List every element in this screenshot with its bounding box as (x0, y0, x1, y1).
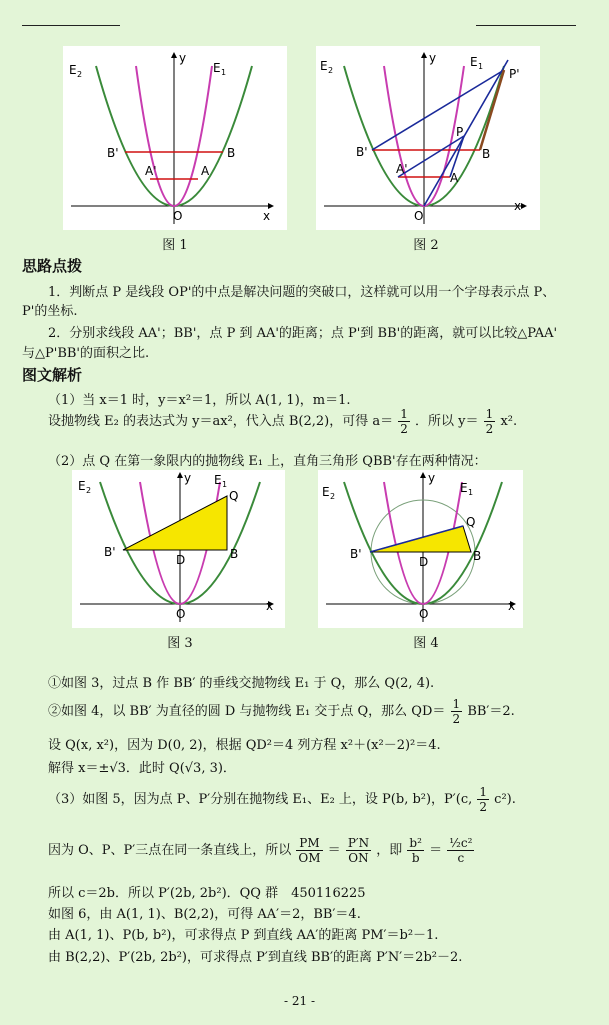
s2-part-c: x². (500, 414, 518, 429)
fig4-o-label: O (419, 607, 429, 621)
text-line-s5 (48, 697, 515, 726)
fig4-d-label: D (419, 555, 429, 569)
fig3-x-label: x (266, 599, 274, 613)
figure-3-caption: 图 3 (167, 636, 193, 651)
text-line-s12: 由 A(1, 1)、P(b, b²)，可求得点 P 到直线 AA′的距离 PM′＝b²－1. (48, 928, 439, 943)
page-number: - 21 - (284, 994, 316, 1008)
header-rule-right (476, 25, 576, 26)
fig2-y-label: y (429, 51, 437, 65)
text-line-s4: ①如图 3，过点 B 作 BB′ 的垂线交抛物线 E₁ 于 Q，那么 Q(2, 4). (48, 676, 435, 691)
s2-part-b: ．所以 y＝ (415, 414, 479, 429)
s9-part-a: 因为 O、P、P′三点在同一条直线上，所以 (48, 843, 292, 858)
fig2-b1-label: B' (356, 145, 368, 159)
fig3-e2-label: E (78, 479, 86, 493)
text-line-t2a: 2．分别求线段 AA'；BB'，点 P 到 AA'的距离；点 P'到 BB'的距离，就可以比较△PAA' (48, 326, 558, 341)
fig4-y-label: y (428, 471, 436, 485)
section-title-thinking: 思路点拨 (22, 257, 83, 275)
fig1-e2-sub: 2 (77, 70, 83, 79)
s5-fraction: $\frac{1}{2}$ (452, 697, 461, 726)
fig1-a1-label: A' (145, 164, 157, 178)
s2-fraction-b: $\frac{1}{2}$ (485, 407, 494, 436)
s8-fraction: $\frac{1}{2}$ (479, 785, 488, 814)
fig3-e1-sub: 1 (222, 480, 228, 489)
fig1-o-label: O (173, 209, 183, 223)
fig3-e2-sub: 2 (86, 486, 92, 495)
figure-1-caption: 图 1 (162, 238, 188, 253)
fig1-y-label: y (179, 51, 187, 65)
s9-equals: ＝ (327, 843, 341, 858)
fig1-e1-sub: 1 (221, 68, 227, 77)
figure-3 (72, 470, 285, 628)
text-line-s7: 解得 x＝±√3．此时 Q(√3, 3)． (48, 761, 236, 776)
s2-fraction-a: $\frac{1}{2}$ (400, 407, 408, 436)
fig3-y-label: y (184, 471, 192, 485)
fig2-a-label: A (450, 171, 459, 185)
fig4-x-label: x (508, 599, 516, 613)
s2-part-a: 设抛物线 E₂ 的表达式为 y＝ax²，代入点 B(2,2)，可得 a＝ (48, 414, 394, 429)
fig1-e1-label: E (213, 61, 221, 75)
fig2-e2-sub: 2 (328, 66, 334, 75)
fig2-a1-label: A' (396, 162, 408, 176)
s9-equals-2: ＝ (429, 843, 443, 858)
text-line-t1b: P'的坐标. (22, 304, 78, 319)
fig3-b1-label: B' (104, 545, 116, 559)
s9-fraction-2: $\frac{P'N}{ON}$ (347, 836, 370, 865)
s9-fraction-3: $\frac{\text{b²}}{b}$ (409, 836, 422, 865)
text-line-t2b: 与△P'BB'的面积之比. (22, 346, 150, 361)
text-line-s9 (48, 836, 475, 865)
text-line-s13: 由 B(2,2)、P′(2b, 2b²)，可求得点 P′到直线 BB′的距离 P′N′＝2b²－2. (48, 950, 463, 965)
fig2-e1-label: E (470, 55, 478, 69)
text-line-t1a: 1．判断点 P 是线段 OP'的中点是解决问题的突破口，这样就可以用一个字母表示点 P、 (48, 285, 556, 300)
fig4-e2-label: E (322, 485, 330, 499)
fig2-b-label: B (482, 147, 491, 161)
fig3-b-label: B (230, 547, 239, 561)
s5-part-b: BB′＝2. (467, 704, 515, 719)
fig3-o-label: O (176, 607, 186, 621)
fig2-x-label: x (514, 199, 522, 213)
fig1-b1-label: B' (107, 146, 119, 160)
figure-1 (63, 46, 287, 230)
fig1-a-label: A (201, 164, 210, 178)
s8-part-a: （3）如图 5，因为点 P、P′分别在抛物线 E₁、E₂ 上，设 P(b, b²)，P′(c, (48, 792, 473, 807)
fig4-b-label: B (473, 549, 482, 563)
figure-2 (316, 46, 540, 230)
s8-part-b: c²). (494, 792, 516, 807)
figure-4-caption: 图 4 (413, 636, 439, 651)
fig4-b1-label: B' (350, 547, 362, 561)
fig4-e1-sub: 1 (468, 488, 474, 497)
fig4-q-label: Q (466, 515, 476, 529)
fig3-e1-label: E (214, 473, 222, 487)
fig2-e2-label: E (320, 59, 328, 73)
text-line-s11: 如图 6，由 A(1, 1)、B(2,2)，可得 AA′＝2，BB′＝4. (48, 907, 361, 922)
fig2-o-label: O (414, 209, 424, 223)
fig1-x-label: x (263, 209, 271, 223)
section-title-analysis: 图文解析 (22, 366, 83, 384)
fig4-e2-sub: 2 (330, 492, 336, 501)
text-line-s6: 设 Q(x, x²)，因为 D(0, 2)，根据 QD²＝4 列方程 x²＋(x²－2)²＝4. (48, 738, 441, 753)
text-line-s10: 所以 c＝2b．所以 P′(2b, 2b²)．QQ 群 450116225 (48, 886, 366, 901)
figure-4 (318, 470, 523, 628)
fig2-e1-sub: 1 (478, 62, 484, 71)
header-rule-left (22, 25, 120, 26)
fig4-e1-label: E (460, 481, 468, 495)
fig2-p-label: P (456, 125, 464, 139)
text-line-s1: （1）当 x＝1 时，y＝x²＝1，所以 A(1, 1)，m＝1. (48, 393, 351, 408)
fig2-p1-label: P' (509, 67, 520, 81)
fig3-q-label: Q (229, 489, 239, 503)
fig3-d-label: D (176, 553, 186, 567)
s9-fraction-4: $\frac{\text{½c²}}{c}$ (449, 836, 473, 865)
fig1-e2-label: E (69, 63, 77, 77)
s9-fraction-1: $\frac{PM}{OM}$ (298, 836, 321, 865)
text-line-s3: （2）点 Q 在第一象限内的抛物线 E₁ 上，直角三角形 QBB'存在两种情况： (48, 454, 487, 469)
s5-part-a: ②如图 4，以 BB′ 为直径的圆 D 与抛物线 E₁ 交于点 Q，那么 QD＝ (48, 704, 446, 719)
s9-part-b: ，即 (376, 843, 403, 858)
text-line-s2 (48, 407, 517, 436)
figure-2-caption: 图 2 (413, 238, 439, 253)
text-line-s8 (48, 785, 516, 814)
fig1-b-label: B (227, 146, 236, 160)
